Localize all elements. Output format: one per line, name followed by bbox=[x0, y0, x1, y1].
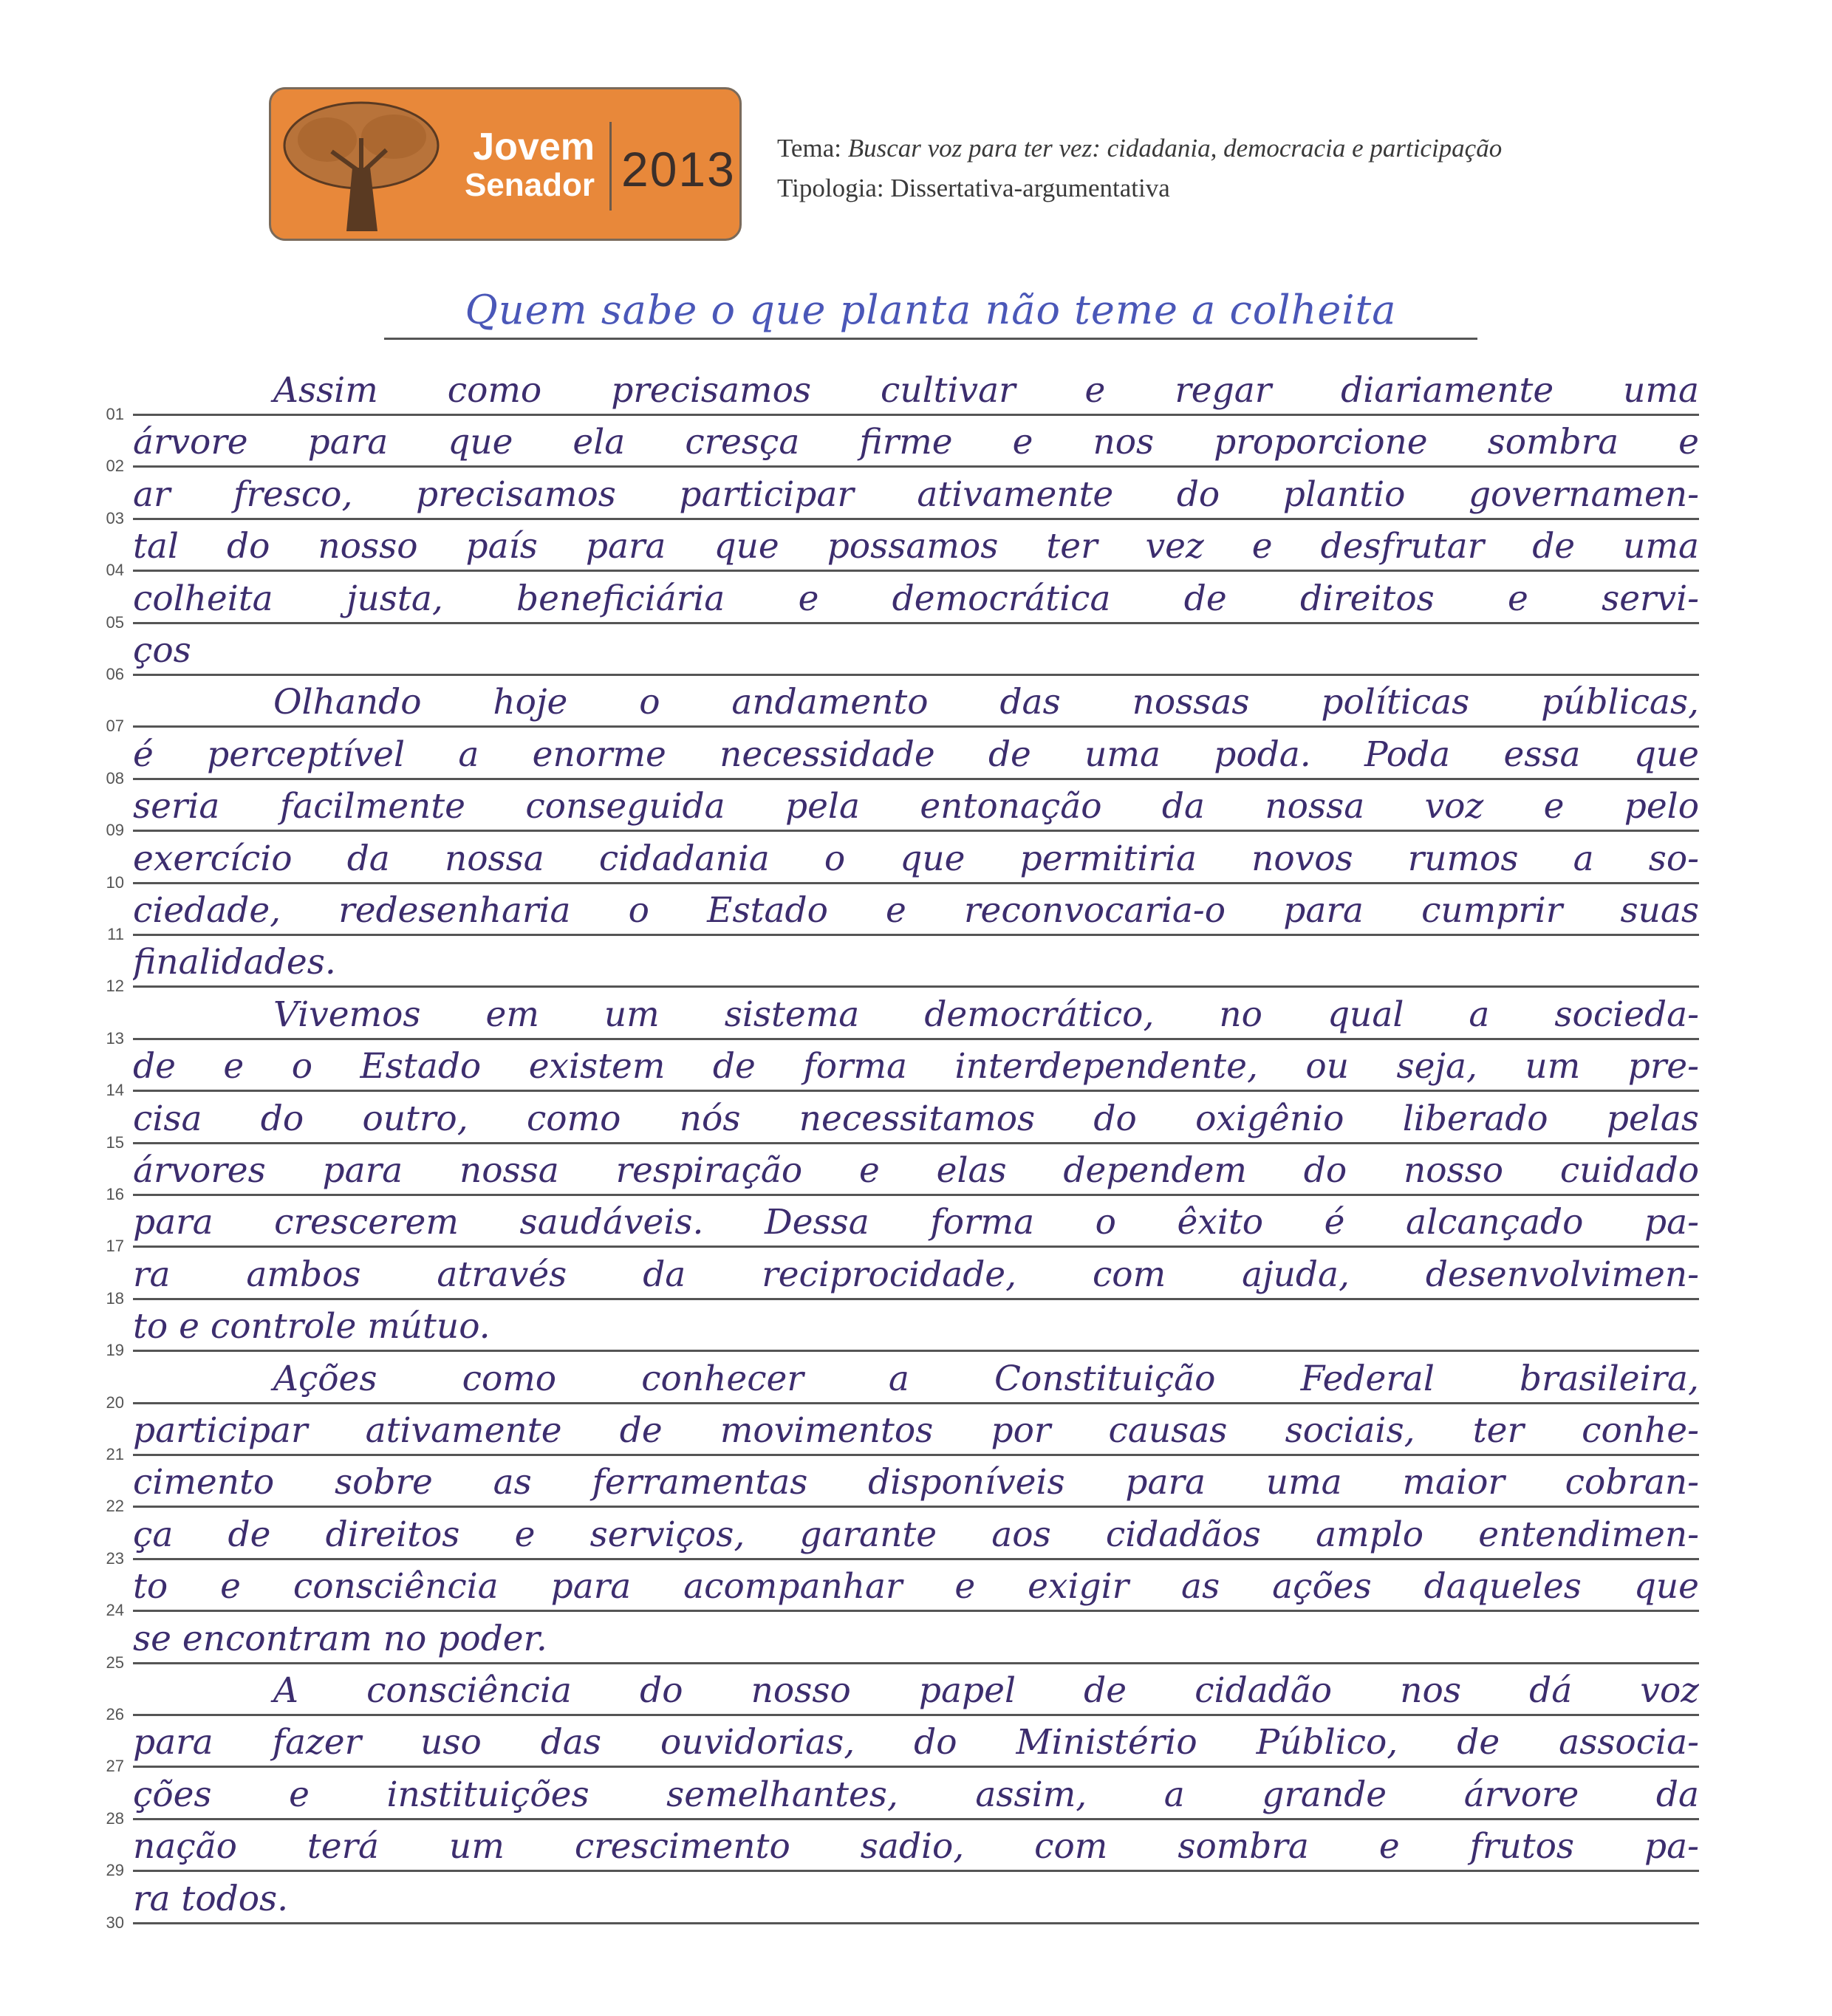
line-number: 10 bbox=[106, 872, 124, 892]
logo-year: 2013 bbox=[621, 142, 736, 197]
line-text: ça de direitos e serviços, garante aos cidadãos amplo entendimen- bbox=[133, 1514, 1699, 1555]
line-number: 28 bbox=[106, 1808, 124, 1828]
essay-metadata bbox=[777, 129, 1502, 208]
line-text: ços bbox=[133, 630, 191, 671]
line-text: A consciência do nosso papel de cidadão nos dá voz bbox=[273, 1670, 1699, 1711]
line-text: ciedade, redesenharia o Estado e reconvocaria-o para cumprir suas bbox=[133, 890, 1699, 931]
line-text: ra todos. bbox=[133, 1878, 289, 1919]
line-number: 05 bbox=[106, 612, 124, 632]
line-number: 01 bbox=[106, 405, 124, 423]
line-number: 16 bbox=[106, 1185, 124, 1203]
line-text: Olhando hoje o andamento das nossas políticas públicas, bbox=[273, 682, 1699, 723]
jovem-senador-logo bbox=[269, 87, 742, 241]
line-number: 30 bbox=[106, 1913, 124, 1932]
line-number: 29 bbox=[106, 1861, 124, 1880]
line-number: 15 bbox=[106, 1132, 124, 1152]
line-number: 06 bbox=[106, 665, 124, 683]
line-number: 04 bbox=[106, 561, 124, 580]
line-text: árvores para nossa respiração e elas dependem do nosso cuidado bbox=[133, 1150, 1699, 1191]
line-number: 02 bbox=[106, 457, 124, 476]
line-text: colheita justa, beneficiária e democrática de direitos e servi- bbox=[133, 578, 1699, 619]
line-number: 19 bbox=[106, 1341, 124, 1360]
line-text: Assim como precisamos cultivar e regar diariamente uma bbox=[273, 370, 1699, 411]
line-text: Ações como conhecer a Constituição Federal brasileira, bbox=[273, 1358, 1699, 1399]
line-text: seria facilmente conseguida pela entonação da nossa voz e pelo bbox=[133, 786, 1699, 827]
essay-title: Quem sabe o que planta não teme a colheita bbox=[384, 287, 1477, 340]
tema-label: Tema: bbox=[777, 134, 841, 163]
essay-line bbox=[106, 362, 1699, 423]
line-text: to e consciência para acompanhar e exigir as ações daqueles que bbox=[133, 1566, 1699, 1607]
line-text: ções e instituições semelhantes, assim, a grande árvore da bbox=[133, 1774, 1699, 1815]
line-text: exercício da nossa cidadania o que permitiria novos rumos a so- bbox=[133, 838, 1699, 879]
line-number: 07 bbox=[106, 717, 124, 736]
essay-line bbox=[107, 882, 1699, 943]
line-number: 20 bbox=[106, 1393, 124, 1412]
line-number: 22 bbox=[106, 1497, 124, 1516]
essay-line bbox=[106, 778, 1699, 840]
line-text: finalidades. bbox=[133, 942, 336, 983]
tema-row bbox=[777, 129, 1502, 168]
line-text: ar fresco, precisamos participar ativamente do plantio governamen- bbox=[133, 474, 1699, 515]
line-text: cisa do outro, como nós necessitamos do oxigênio liberado pelas bbox=[133, 1098, 1699, 1139]
line-text: tal do nosso país para que possamos ter vez e desfrutar de uma bbox=[133, 526, 1699, 567]
line-text: cimento sobre as ferramentas disponíveis para uma maior cobran- bbox=[133, 1462, 1699, 1503]
line-number: 13 bbox=[106, 1028, 124, 1048]
line-text: to e controle mútuo. bbox=[133, 1306, 491, 1347]
tree-icon bbox=[276, 94, 447, 239]
line-number: 11 bbox=[107, 925, 124, 943]
essay-line bbox=[106, 518, 1699, 580]
line-number: 09 bbox=[106, 821, 124, 840]
line-text: de e o Estado existem de forma interdependente, ou seja, um pre- bbox=[133, 1046, 1699, 1087]
logo-brand-line2: Senador bbox=[464, 167, 595, 203]
line-number: 18 bbox=[106, 1288, 124, 1308]
line-number: 03 bbox=[106, 508, 124, 527]
line-number: 24 bbox=[106, 1601, 124, 1620]
line-number: 25 bbox=[106, 1653, 124, 1672]
line-text: para crescerem saudáveis. Dessa forma o êxito é alcançado pa- bbox=[133, 1202, 1699, 1243]
tipologia-row bbox=[777, 168, 1502, 208]
line-number: 17 bbox=[106, 1237, 124, 1256]
tipologia-value: Dissertativa-argumentativa bbox=[890, 174, 1170, 202]
line-text: participar ativamente de movimentos por causas sociais, ter conhe- bbox=[133, 1410, 1699, 1451]
line-number: 26 bbox=[106, 1705, 124, 1723]
line-text: ra ambos através da reciprocidade, com ajuda, desenvolvimen- bbox=[133, 1254, 1699, 1295]
logo-brand-text bbox=[447, 128, 595, 202]
line-text: para fazer uso das ouvidorias, do Ministério Público, de associa- bbox=[133, 1722, 1699, 1763]
line-text: se encontram no poder. bbox=[133, 1618, 547, 1659]
line-text: é perceptível a enorme necessidade de uma poda. Poda essa que bbox=[133, 734, 1699, 775]
line-number: 27 bbox=[106, 1757, 124, 1776]
line-text: nação terá um crescimento sadio, com sombra e frutos pa- bbox=[133, 1826, 1699, 1868]
line-number: 23 bbox=[106, 1548, 124, 1568]
tipologia-label: Tipologia: bbox=[777, 174, 884, 202]
logo-brand-line1: Jovem bbox=[473, 126, 595, 168]
line-number: 12 bbox=[106, 977, 124, 996]
line-number: 21 bbox=[106, 1445, 124, 1463]
line-text: árvore para que ela cresça firme e nos proporcione sombra e bbox=[133, 422, 1699, 463]
logo-divider bbox=[609, 122, 612, 211]
line-number: 08 bbox=[106, 768, 124, 787]
line-text: Vivemos em um sistema democrático, no qual a socieda- bbox=[273, 994, 1699, 1035]
tema-value: Buscar voz para ter vez: cidadania, democracia e participação bbox=[847, 134, 1503, 163]
line-number: 14 bbox=[106, 1081, 124, 1100]
